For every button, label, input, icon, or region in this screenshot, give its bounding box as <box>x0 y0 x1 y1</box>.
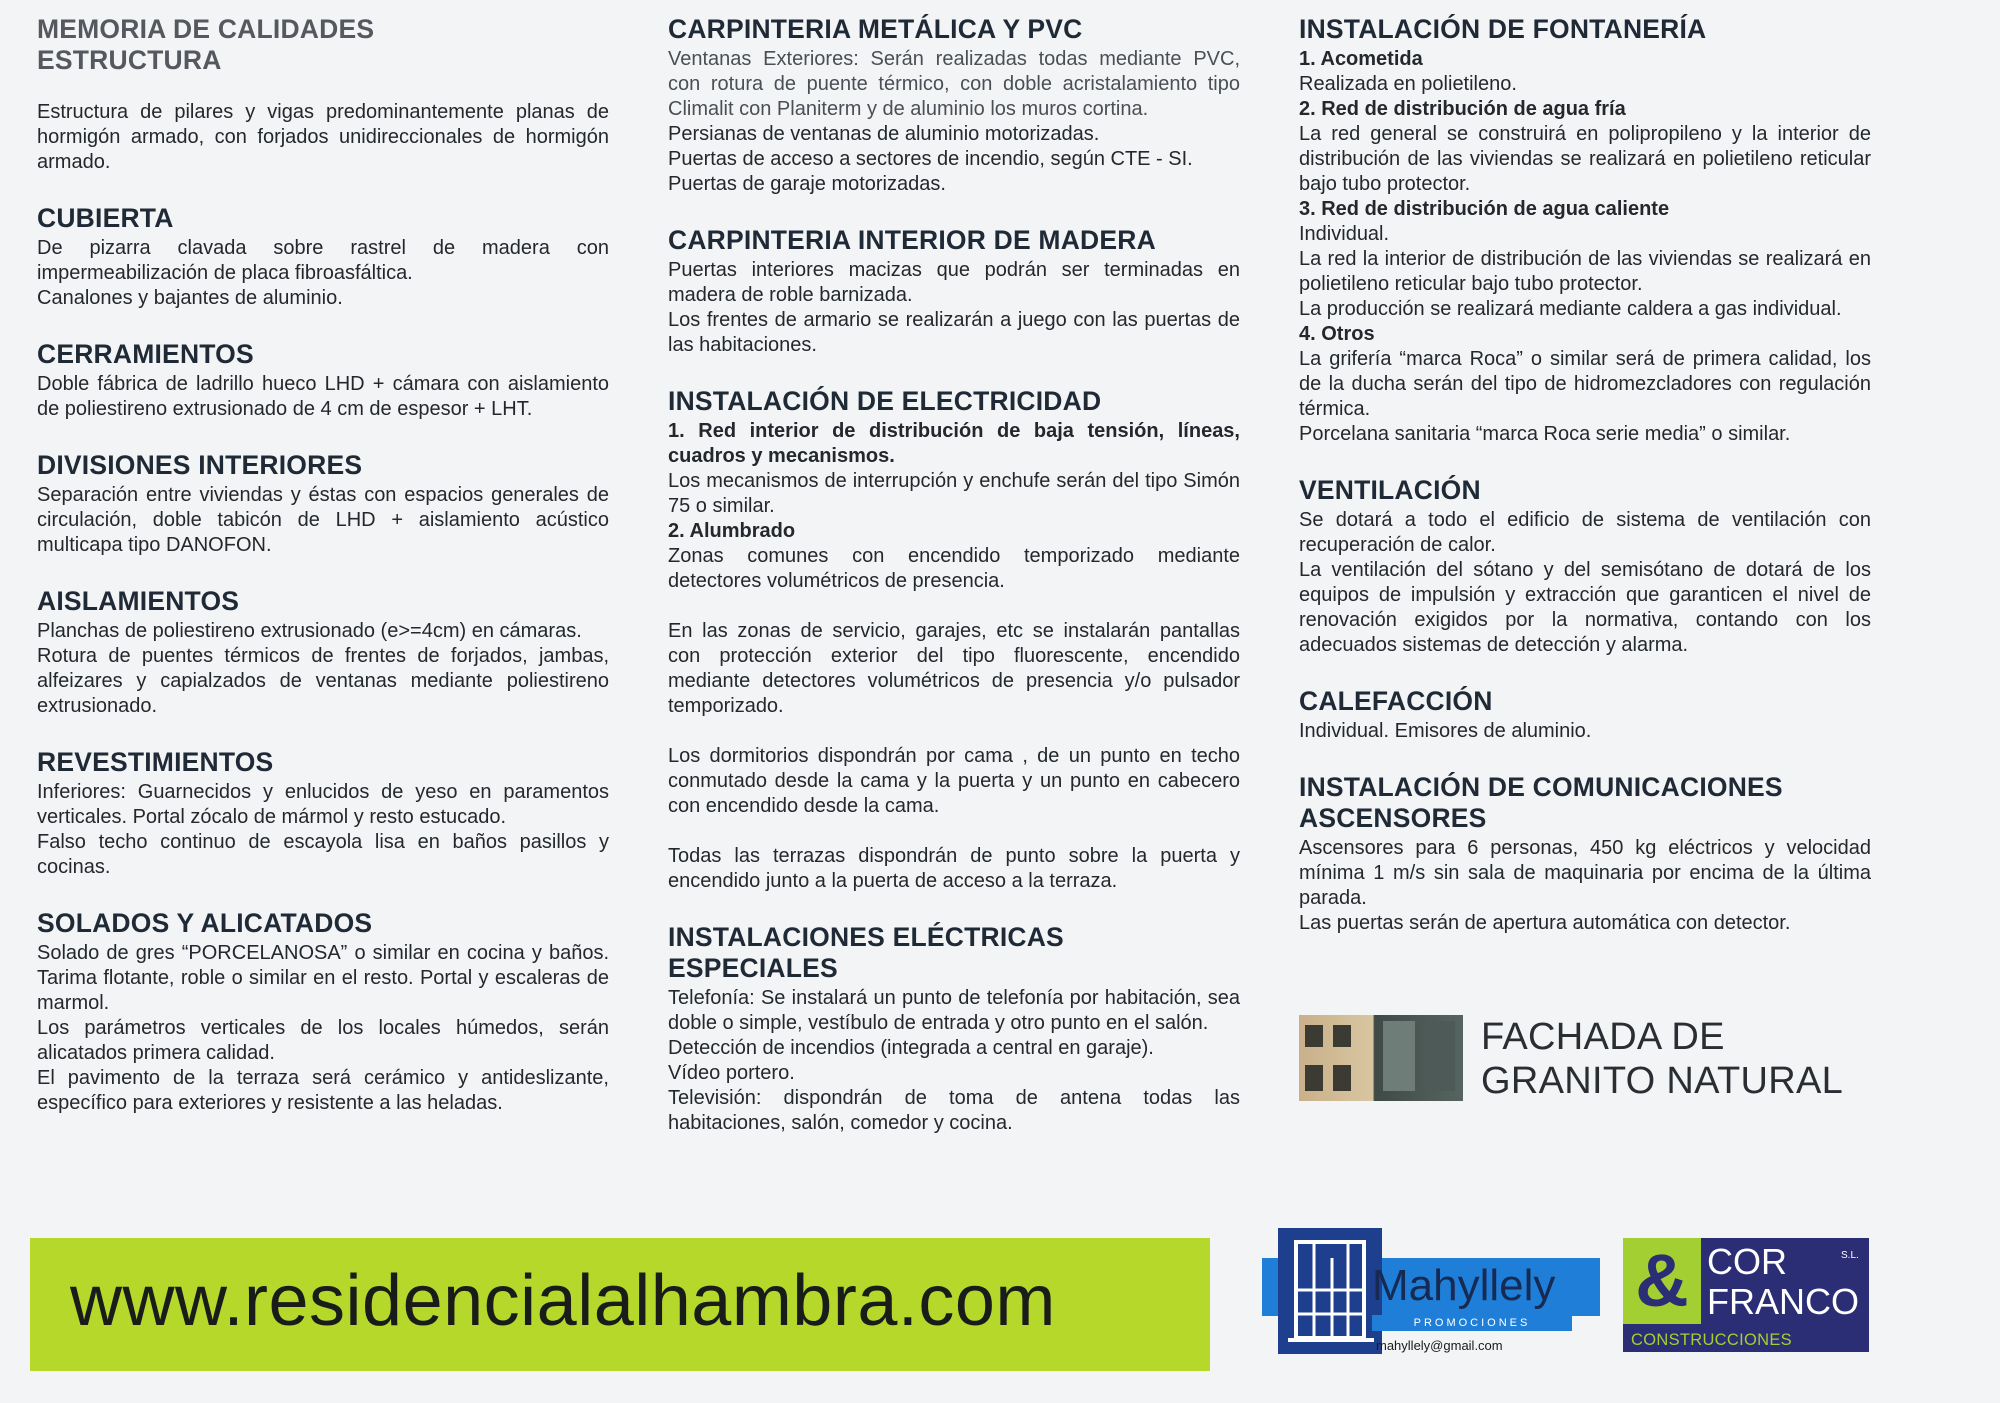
paragraph: Persianas de ventanas de aluminio motorizadas. <box>668 123 1100 145</box>
corfranco-sl: S.L. <box>1841 1250 1859 1261</box>
corfranco-name-line1: COR <box>1707 1241 1787 1282</box>
facade-photo <box>1299 1015 1463 1101</box>
section-title: ASCENSORES <box>1299 803 1487 833</box>
paragraph: Todas las terrazas dispondrán de punto sobre la puerta y encendido junto a la puerta de acceso a la terraza. <box>668 845 1240 892</box>
paragraph: Los mecanismos de interrupción y enchufe serán del tipo Simón 75 o similar. <box>668 470 1240 517</box>
subheading: 3. Red de distribución de agua caliente <box>1299 198 1670 220</box>
section-title: AISLAMIENTOS <box>37 586 240 616</box>
facade-label-line2: GRANITO NATURAL <box>1481 1060 1844 1102</box>
paragraph: Falso techo continuo de escayola lisa en baños pasillos y cocinas. <box>37 831 609 878</box>
subheading: 2. Red de distribución de agua fría <box>1299 98 1626 120</box>
section-title: INSTALACIÓN DE FONTANERÍA <box>1299 14 1707 44</box>
paragraph: Realizada en polietileno. <box>1299 73 1517 95</box>
ampersand-icon: & <box>1623 1238 1701 1324</box>
section-aislamientos <box>37 586 609 719</box>
section-instalaciones-especiales <box>668 922 1240 1136</box>
paragraph: Rotura de puentes térmicos de frentes de forjados, jambas, alfeizares y capialzados de ventanas mediante poliestireno extrusionado. <box>37 645 609 717</box>
section-title: VENTILACIÓN <box>1299 475 1481 505</box>
section-carpinteria-interior <box>668 225 1240 358</box>
paragraph: La ventilación del sótano y del semisótano de dotará de los equipos de impulsión y extracción que garanticen el nivel de renovación exigidos por la normativa, contando con los adecuados sistemas de detección y alarma. <box>1299 559 1871 656</box>
mahyllely-tagline: PROMOCIONES <box>1372 1315 1572 1331</box>
corfranco-tagline: CONSTRUCCIONES <box>1631 1331 1792 1349</box>
paragraph: Los frentes de armario se realizarán a juego con las puertas de las habitaciones. <box>668 309 1240 356</box>
paragraph: Detección de incendios (integrada a central en garaje). <box>668 1037 1154 1059</box>
paragraph: Las puertas serán de apertura automática con detector. <box>1299 912 1791 934</box>
paragraph: La grifería “marca Roca” o similar será de primera calidad, los de la ducha serán del tipo de hidromezcladores con regulación térmica. <box>1299 348 1871 420</box>
section-comunicaciones-ascensores <box>1299 772 1871 936</box>
paragraph: Inferiores: Guarnecidos y enlucidos de yeso en paramentos verticales. Portal zócalo de mármol y resto estucado. <box>37 781 609 828</box>
facade-label-line1: FACHADA DE <box>1481 1016 1725 1058</box>
paragraph: La red la interior de distribución de las viviendas se realizará en polietileno reticular bajo tubo protector. <box>1299 248 1871 295</box>
section-solados-alicatados <box>37 908 609 1116</box>
paragraph: Los dormitorios dispondrán por cama , de un punto en techo conmutado desde la cama y la puerta y un punto en cabecero con encendido desde la cama. <box>668 745 1240 817</box>
section-title: CALEFACCIÓN <box>1299 686 1493 716</box>
paragraph: Canalones y bajantes de aluminio. <box>37 287 343 309</box>
paragraph: Individual. Emisores de aluminio. <box>1299 720 1592 742</box>
paragraph: La producción se realizará mediante caldera a gas individual. <box>1299 298 1842 320</box>
paragraph: Ascensores para 6 personas, 450 kg eléctricos y velocidad mínima 1 m/s sin sala de maquinaria por encima de la última parada. <box>1299 837 1871 909</box>
paragraph: Puertas interiores macizas que podrán ser terminadas en madera de roble barnizada. <box>668 259 1240 306</box>
corfranco-logo <box>1623 1238 1869 1352</box>
paragraph: La red general se construirá en polipropileno y la interior de distribución de las viviendas se realizará en polietileno reticular bajo tubo protector. <box>1299 123 1871 195</box>
column-right <box>1299 14 1871 964</box>
column-middle <box>668 14 1240 1164</box>
section-title: SOLADOS Y ALICATADOS <box>37 908 373 938</box>
mahyllely-logo <box>1262 1228 1600 1358</box>
paragraph: Se dotará a todo el edificio de sistema de ventilación con recuperación de calor. <box>1299 509 1871 556</box>
section-title-estructura: ESTRUCTURA <box>37 45 222 75</box>
paragraph: Ventanas Exteriores: Serán realizadas todas mediante PVC, con rotura de puente térmico, con doble acristalamiento tipo Climalit con Planiterm y de aluminio los muros cortina. <box>668 48 1240 120</box>
paragraph: Zonas comunes con encendido temporizado mediante detectores volumétricos de presencia. <box>668 545 1240 592</box>
section-memoria <box>37 14 609 175</box>
paragraph: Porcelana sanitaria “marca Roca serie media” o similar. <box>1299 423 1791 445</box>
section-electricidad <box>668 386 1240 894</box>
section-title: CARPINTERIA INTERIOR DE MADERA <box>668 225 1156 255</box>
section-title: INSTALACIONES ELÉCTRICAS <box>668 922 1064 952</box>
section-calefaccion <box>1299 686 1871 744</box>
facade-callout <box>1299 1015 1859 1105</box>
paragraph: Solado de gres “PORCELANOSA” o similar en cocina y baños. Tarima flotante, roble o similar en el resto. Portal y escaleras de marmol. <box>37 942 609 1014</box>
section-title: CUBIERTA <box>37 203 174 233</box>
paragraph: Puertas de garaje motorizadas. <box>668 173 946 195</box>
section-title: ESPECIALES <box>668 953 838 983</box>
section-title: REVESTIMIENTOS <box>37 747 274 777</box>
mahyllely-email[interactable]: mahyllely@gmail.com <box>1376 1338 1503 1353</box>
section-title: INSTALACIÓN DE ELECTRICIDAD <box>668 386 1102 416</box>
mahyllely-name: Mahyllely <box>1372 1261 1556 1310</box>
paragraph: Doble fábrica de ladrillo hueco LHD + cámara con aislamiento de poliestireno extrusionado de 4 cm de espesor + LHT. <box>37 373 609 420</box>
paragraph: Televisión: dispondrán de toma de antena todas las habitaciones, salón, comedor y cocina. <box>668 1087 1240 1134</box>
section-carpinteria-metalica <box>668 14 1240 197</box>
facade-label <box>1481 1015 1843 1103</box>
subheading: 1. Red interior de distribución de baja tensión, líneas, cuadros y mecanismos. <box>668 420 1240 467</box>
paragraph: Estructura de pilares y vigas predominantemente planas de hormigón armado, con forjados unidireccionales de hormigón armado. <box>37 101 609 173</box>
subheading: 2. Alumbrado <box>668 520 796 542</box>
subheading: 1. Acometida <box>1299 48 1423 70</box>
column-left <box>37 14 609 1144</box>
paragraph: Los parámetros verticales de los locales húmedos, serán alicatados primera calidad. <box>37 1017 609 1064</box>
section-cerramientos <box>37 339 609 422</box>
website-banner <box>30 1238 1210 1371</box>
paragraph: Individual. <box>1299 223 1390 245</box>
paragraph: El pavimento de la terraza será cerámico y antideslizante, específico para exteriores y resistente a las heladas. <box>37 1067 609 1114</box>
paragraph: En las zonas de servicio, garajes, etc se instalarán pantallas con protección exterior del tipo fluorescente, encendido mediante detectores volumétricos de presencia y/o pulsador temporizado. <box>668 620 1240 717</box>
subheading: 4. Otros <box>1299 323 1375 345</box>
paragraph: Planchas de poliestireno extrusionado (e>=4cm) en cámaras. <box>37 620 582 642</box>
paragraph: Vídeo portero. <box>668 1062 795 1084</box>
corfranco-name-line2: FRANCO <box>1707 1281 1859 1322</box>
paragraph: Separación entre viviendas y éstas con espacios generales de circulación, doble tabicón de LHD + aislamiento acústico multicapa tipo DANOFON. <box>37 484 609 556</box>
document-title: MEMORIA DE CALIDADES <box>37 14 375 44</box>
paragraph: Telefonía: Se instalará un punto de telefonía por habitación, sea doble o simple, vestíbulo de entrada y otro punto en el salón. <box>668 987 1240 1034</box>
section-revestimientos <box>37 747 609 880</box>
building-icon <box>1278 1228 1382 1354</box>
section-fontaneria <box>1299 14 1871 447</box>
section-title: DIVISIONES INTERIORES <box>37 450 363 480</box>
section-title: CERRAMIENTOS <box>37 339 254 369</box>
paragraph: De pizarra clavada sobre rastrel de madera con impermeabilización de placa fibroasfáltica. <box>37 237 609 284</box>
section-ventilacion <box>1299 475 1871 658</box>
section-title: INSTALACIÓN DE COMUNICACIONES <box>1299 772 1783 802</box>
website-url[interactable]: www.residencialalhambra.com <box>70 1261 1056 1341</box>
paragraph: Puertas de acceso a sectores de incendio, según CTE - SI. <box>668 148 1193 170</box>
section-cubierta <box>37 203 609 311</box>
section-title: CARPINTERIA METÁLICA Y PVC <box>668 14 1083 44</box>
section-divisiones-interiores <box>37 450 609 558</box>
